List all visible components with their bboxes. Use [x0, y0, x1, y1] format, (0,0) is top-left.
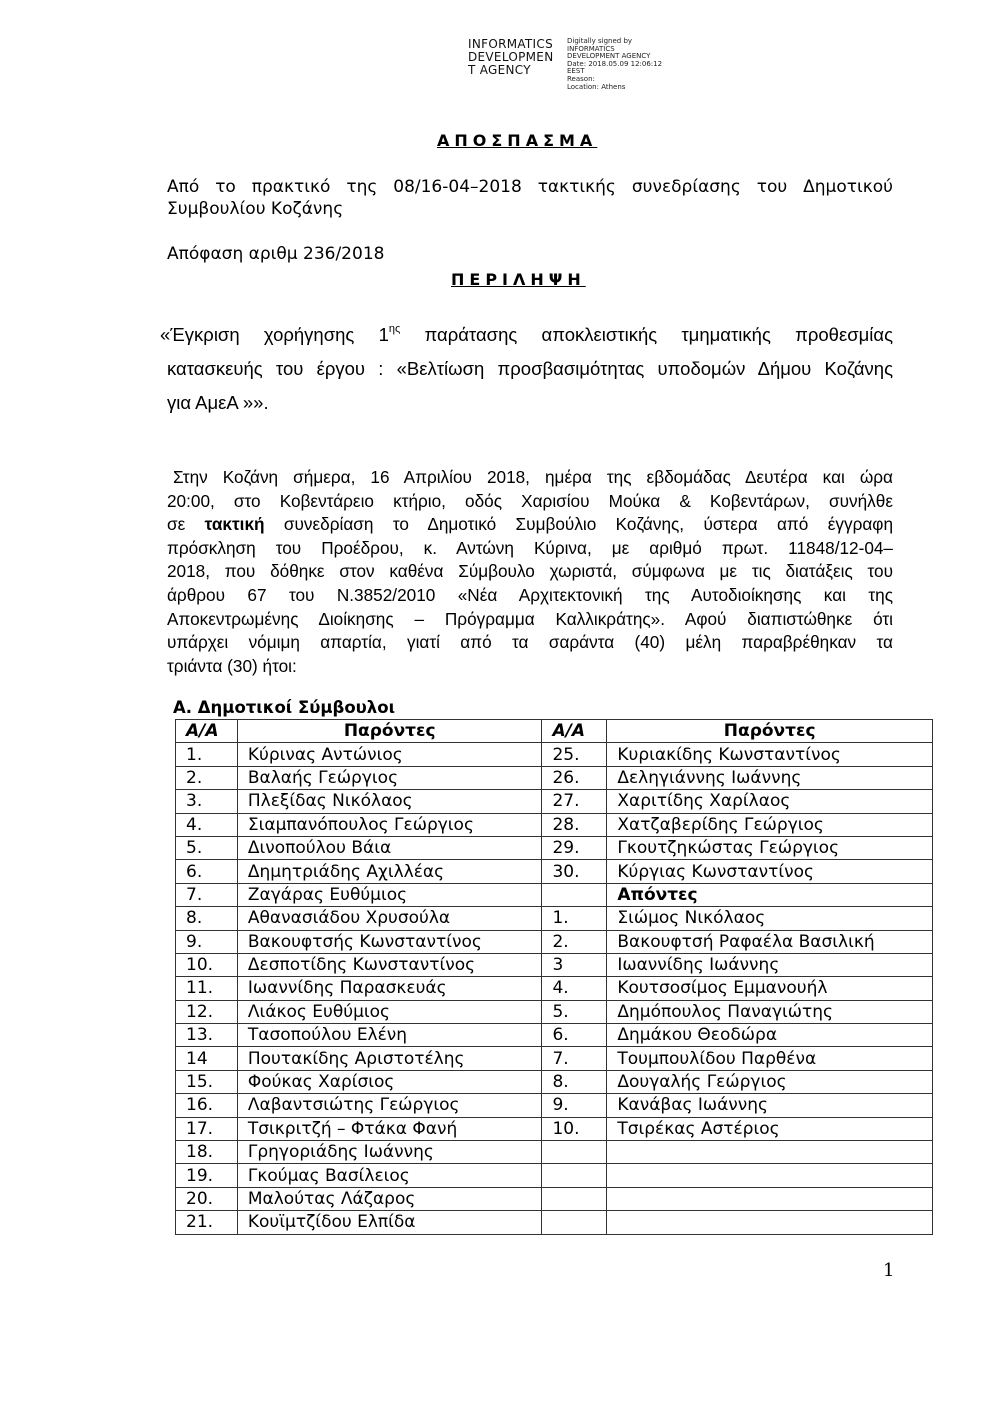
- member-name: Γκουτζηκώστας Γεώργιος: [607, 836, 933, 859]
- member-index: 26.: [542, 766, 607, 789]
- table-row: [176, 1211, 933, 1234]
- signature-detail-line: Location: Athens: [567, 82, 626, 91]
- member-name: Αθανασιάδου Χρυσούλα: [237, 907, 542, 930]
- member-name: Κουϊμτζίδου Ελπίδα: [237, 1211, 542, 1234]
- header-present: Παρόντες: [607, 720, 933, 743]
- member-name: Κύρινας Αντώνιος: [237, 743, 542, 766]
- member-name: Βακουφτσής Κωνσταντίνος: [237, 930, 542, 953]
- table-row: [176, 766, 933, 789]
- member-name: Δεσποτίδης Κωνσταντίνος: [237, 953, 542, 976]
- member-index: 25.: [542, 743, 607, 766]
- member-index: 12.: [176, 1000, 238, 1023]
- member-index: 1.: [542, 907, 607, 930]
- member-index: 10.: [542, 1117, 607, 1140]
- paragraph-line: Στην Κοζάνη σήμερα, 16 Απριλίου 2018, ημέρα της εβδομάδας Δευτέρα και ώρα: [173, 467, 893, 487]
- member-name: Ιωαννίδης Παρασκευάς: [237, 977, 542, 1000]
- member-index: 3.: [176, 790, 238, 813]
- member-index: 7.: [176, 883, 238, 906]
- table-row: [176, 1024, 933, 1047]
- member-index: 2.: [542, 930, 607, 953]
- member-index: 10.: [176, 953, 238, 976]
- table-row: [176, 883, 933, 906]
- member-index: 11.: [176, 977, 238, 1000]
- member-index: 28.: [542, 813, 607, 836]
- table-row: [176, 1164, 933, 1187]
- member-name: Τουμπουλίδου Παρθένα: [607, 1047, 933, 1070]
- meeting-paragraph: [167, 466, 893, 678]
- table-row: [176, 1094, 933, 1117]
- member-name: Κανάβας Ιωάννης: [607, 1094, 933, 1117]
- member-index: [542, 883, 607, 906]
- member-index: 19.: [176, 1164, 238, 1187]
- table-row: [176, 860, 933, 883]
- section-title-councillors: Α. Δημοτικοί Σύμβουλοι: [173, 698, 396, 717]
- member-index: 1.: [176, 743, 238, 766]
- summary-title: ΠΕΡΙΛΗΨΗ: [451, 270, 586, 289]
- table-row: [176, 953, 933, 976]
- decision-number: Απόφαση αριθμ 236/2018: [167, 244, 385, 264]
- member-name: Χαριτίδης Χαρίλαος: [607, 790, 933, 813]
- member-index: 18.: [176, 1141, 238, 1164]
- paragraph-text: σε: [167, 514, 205, 535]
- paragraph-line: άρθρου 67 του Ν.3852/2010 «Νέα Αρχιτεκτονική της Αυτοδιοίκησης και της: [167, 584, 893, 605]
- table-row: [176, 743, 933, 766]
- absent-section-label: Απόντες: [607, 883, 933, 906]
- session-type: τακτική: [204, 514, 265, 535]
- member-name: Μαλούτας Λάζαρος: [237, 1187, 542, 1210]
- member-name: Κύργιας Κωνσταντίνος: [607, 860, 933, 883]
- signature-detail-line: Digitally signed by: [567, 37, 633, 45]
- paragraph-line: 20:00, στο Κοβεντάρειο κτήριο, οδός Χαρισίου Μούκα & Κοβεντάρων, συνήλθε: [167, 490, 893, 511]
- table-row: [176, 1047, 933, 1070]
- member-name: Δημάκου Θεοδώρα: [607, 1024, 933, 1047]
- member-index: 9.: [542, 1094, 607, 1117]
- member-name: Φούκας Χαρίσιος: [237, 1070, 542, 1093]
- member-name: Δημητριάδης Αχιλλέας: [237, 860, 542, 883]
- member-name: Τσικριτζή – Φτάκα Φανή: [237, 1117, 542, 1140]
- summary-line3: για ΑμεΑ »».: [167, 392, 269, 413]
- member-name: Σιώμος Νικόλαος: [607, 907, 933, 930]
- member-index: 30.: [542, 860, 607, 883]
- signature-organization: [468, 38, 553, 77]
- member-name: Χατζαβερίδης Γεώργιος: [607, 813, 933, 836]
- member-name: [607, 1211, 933, 1234]
- paragraph-line: τριάντα (30) ήτοι:: [167, 655, 297, 676]
- member-name: Βακουφτσή Ραφαέλα Βασιλική: [607, 930, 933, 953]
- member-index: 6.: [542, 1024, 607, 1047]
- table-row: [176, 1000, 933, 1023]
- paragraph-line: υπάρχει νόμιμη απαρτία, γιατί από τα σαράντα (40) μέλη παραβρέθηκαν τα: [167, 632, 893, 653]
- member-name: [607, 1187, 933, 1210]
- paragraph-text: συνεδρίαση το Δημοτικό Συμβούλιο Κοζάνης, ύστερα από έγγραφη: [264, 514, 893, 535]
- table-row: [176, 1070, 933, 1093]
- member-name: [607, 1141, 933, 1164]
- member-index: 14: [176, 1047, 238, 1070]
- table-row: [176, 1117, 933, 1140]
- signature-org-line: T AGENCY: [468, 63, 531, 77]
- member-index: 9.: [176, 930, 238, 953]
- member-index: 5.: [176, 836, 238, 859]
- member-name: Κουτσοσίμος Εμμανουήλ: [607, 977, 933, 1000]
- paragraph-line: πρόσκληση του Προέδρου, κ. Αντώνη Κύρινα, με αριθμό πρωτ. 11848/12-04–: [167, 537, 893, 558]
- summary-line1-pre: «Έγκριση χορήγησης 1: [160, 324, 389, 345]
- member-index: 17.: [176, 1117, 238, 1140]
- summary-line1: [160, 318, 893, 352]
- member-index: 15.: [176, 1070, 238, 1093]
- paragraph-line: 2018, που δόθηκε στον καθένα Σύμβουλο χωριστά, σύμφωνα με τις διατάξεις του: [167, 561, 893, 582]
- paragraph-line: [167, 513, 893, 537]
- member-name: [607, 1164, 933, 1187]
- member-name: Γρηγοριάδης Ιωάννης: [237, 1141, 542, 1164]
- member-name: Πλεξίδας Νικόλαος: [237, 790, 542, 813]
- member-index: 5.: [542, 1000, 607, 1023]
- member-index: 4.: [176, 813, 238, 836]
- ordinal-suffix: ης: [388, 323, 401, 335]
- header-present: Παρόντες: [237, 720, 542, 743]
- member-name: Λιάκος Ευθύμιος: [237, 1000, 542, 1023]
- member-name: Δουγαλής Γεώργιος: [607, 1070, 933, 1093]
- table-row: [176, 907, 933, 930]
- member-name: Δημόπουλος Παναγιώτης: [607, 1000, 933, 1023]
- member-name: Δεληγιάννης Ιωάννης: [607, 766, 933, 789]
- signature-detail-line: DEVELOPMENT AGENCY: [567, 52, 651, 61]
- member-name: Βαλαής Γεώργιος: [237, 766, 542, 789]
- member-index: 7.: [542, 1047, 607, 1070]
- member-index: 20.: [176, 1187, 238, 1210]
- signature-detail-line: Date: 2018.05.09 12:06:12: [567, 59, 663, 68]
- summary-line1-post: παράτασης αποκλειστικής τμηματικής προθεσμίας: [400, 324, 893, 345]
- member-name: Τασοπούλου Ελένη: [237, 1024, 542, 1047]
- member-index: 2.: [176, 766, 238, 789]
- table-header-row: [176, 720, 933, 743]
- summary-text: [160, 318, 893, 420]
- member-index: 6.: [176, 860, 238, 883]
- member-index: 29.: [542, 836, 607, 859]
- member-name: Ιωαννίδης Ιωάννης: [607, 953, 933, 976]
- table-row: [176, 977, 933, 1000]
- paragraph-line: Αποκεντρωμένης Διοίκησης – Πρόγραμμα Καλλικράτης». Αφού διαπιστώθηκε ότι: [167, 608, 893, 629]
- signature-details: [567, 38, 662, 91]
- member-index: [542, 1141, 607, 1164]
- member-name: Γκούμας Βασίλειος: [237, 1164, 542, 1187]
- member-index: 21.: [176, 1211, 238, 1234]
- table-row: [176, 813, 933, 836]
- signature-org-line: DEVELOPMEN: [468, 50, 554, 64]
- signature-org-line: INFORMATICS: [468, 37, 553, 51]
- table-row: [176, 930, 933, 953]
- member-name: Πουτακίδης Αριστοτέλης: [237, 1047, 542, 1070]
- member-name: Ζαγάρας Ευθύμιος: [237, 883, 542, 906]
- member-name: Σιαμπανόπουλος Γεώργιος: [237, 813, 542, 836]
- summary-line2: κατασκευής του έργου : «Βελτίωση προσβασιμότητας υποδομών Δήμου Κοζάνης: [167, 358, 893, 379]
- member-index: 27.: [542, 790, 607, 813]
- member-index: 16.: [176, 1094, 238, 1117]
- member-index: 8.: [542, 1070, 607, 1093]
- minutes-reference-line2: Συμβουλίου Κοζάνης: [167, 199, 344, 219]
- member-index: 4.: [542, 977, 607, 1000]
- member-index: [542, 1211, 607, 1234]
- member-name: Τσιρέκας Αστέριος: [607, 1117, 933, 1140]
- signature-detail-line: EEST: [567, 67, 585, 76]
- member-name: Δινοπούλου Βάια: [237, 836, 542, 859]
- signature-detail-line: Reason:: [567, 74, 595, 83]
- member-index: [542, 1187, 607, 1210]
- table-row: [176, 836, 933, 859]
- member-index: 8.: [176, 907, 238, 930]
- member-index: 3: [542, 953, 607, 976]
- member-index: [542, 1164, 607, 1187]
- signature-detail-line: INFORMATICS: [567, 44, 615, 53]
- page-number: 1: [883, 1260, 895, 1281]
- table-row: [176, 790, 933, 813]
- member-name: Κυριακίδης Κωνσταντίνος: [607, 743, 933, 766]
- minutes-reference: [167, 176, 893, 220]
- minutes-reference-line1: Από το πρακτικό της 08/16-04–2018 τακτικής συνεδρίασης του Δημοτικού: [167, 177, 893, 197]
- document-title: ΑΠΟΣΠΑΣΜΑ: [437, 131, 598, 150]
- member-name: Λαβαντσιώτης Γεώργιος: [237, 1094, 542, 1117]
- table-row: [176, 1187, 933, 1210]
- header-index: Α/Α: [542, 720, 607, 743]
- members-table: [175, 719, 933, 1235]
- member-index: 13.: [176, 1024, 238, 1047]
- table-row: [176, 1141, 933, 1164]
- header-index: Α/Α: [176, 720, 238, 743]
